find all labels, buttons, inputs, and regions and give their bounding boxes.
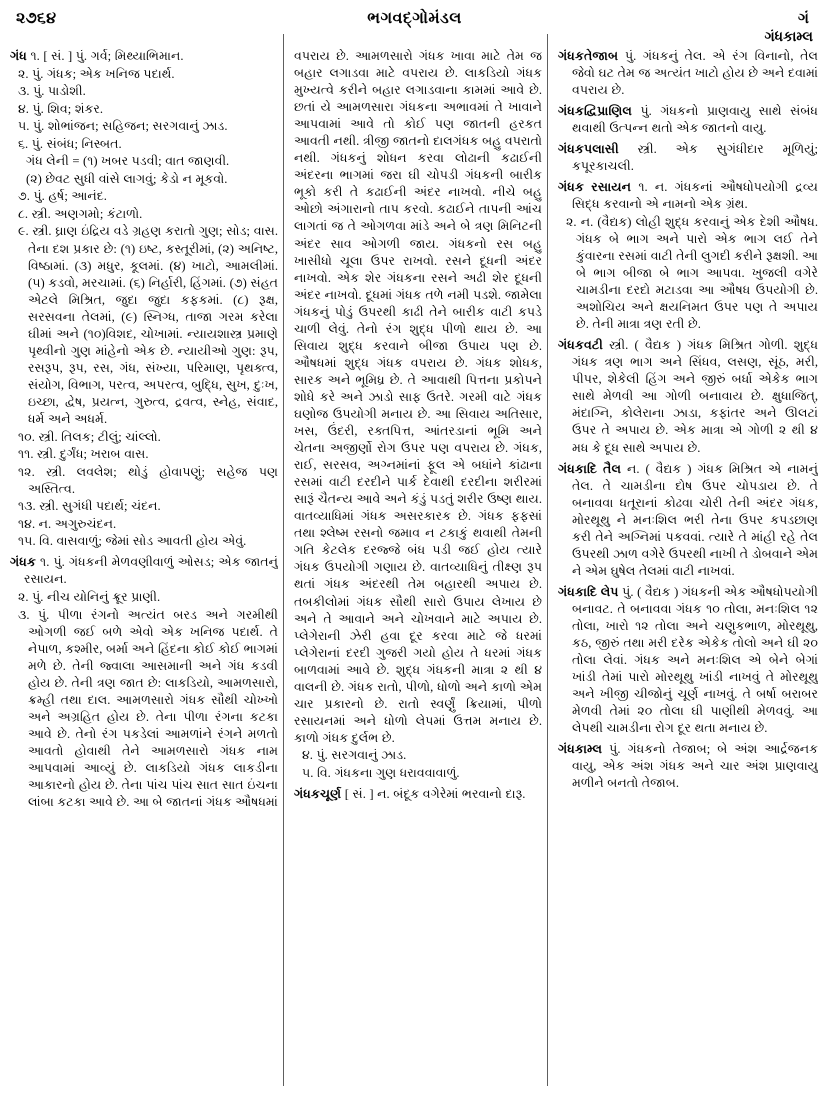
headword: ગંધક — [10, 555, 36, 570]
entry-text: ૧૪. ન. અગુરુચંદન. — [18, 516, 117, 531]
entry-definition: પું. ગંધકનું તેલ. એ રંગ વિનાનો, તેલ જેવો ઘટ તેમ જ અત્યંત ખાટો હોય છે અને દવામાં વપરાય છે. — [572, 49, 818, 98]
headword: ગંધકાદિ તૈલ — [558, 461, 622, 476]
entry-text: ૨. ન. (વૈદ્યક) લોહી શુદ્ધ કરવાનું એક દેશી ઔષધ. ગંધક બે ભાગ અને પારો એક ભાગ લઈ તેને કુંવારના રસમાં વાટી તેની લુગદી કરીને રૂક્ષશી. આ બે ભાગ બીજા બે ભાગ આપવા. ખુજલી વગેરે ચામડીના દરદો મટાડવા આ ઔષધ ઉપયોગી છે. અશોચિય અને ક્ષયનિમત ઉપર પણ તે અપાય છે. તેની માત્રા ત્રણ રતી છે. — [566, 214, 818, 332]
column-3 — [558, 48, 818, 1092]
headword: ગંધકચૂર્ણ — [294, 787, 342, 802]
headword: ગંધકામ્લ — [558, 742, 603, 757]
guide-word-bottom: ગંધકામ્લ — [764, 30, 813, 45]
entry-definition: ૧. [ સં. ] પું. ગર્વ; મિથ્યાભિમાન. — [26, 49, 184, 63]
dictionary-sense — [10, 589, 278, 606]
dictionary-entry-headword — [558, 179, 818, 213]
running-head — [14, 10, 815, 50]
column-2 — [294, 48, 542, 1092]
dictionary-entry-headword — [10, 48, 278, 65]
dictionary-sense — [10, 446, 278, 463]
entry-text: (૨) છેવટ સુધી વાંસે લાગવું; કેડો ન મૂકવો. — [26, 171, 228, 186]
entry-definition: પું. ( વૈદ્યક ) ગંધકની એક ઔષધોપયોગી બનાવટ. તે બનાવવા ગંધક ૧૦ તોલા, મનઃશિલ ૧૨ તોલા, ખારો ૧૨ તોલા અને ચણુકભાળ, મોરથૂથુ, કઠ, જીરું તથા મરી દરેક એકેક તોલો અને ઘી ૨૦ તોલા લેવાં. ગંધક અને મનઃશિલ એ બેને બેગાં ખાંડી તેમાં પારો મોરથૂથુ ખાંડી નાખવું તે મોરથૂથુ અને ખીજી ચીજોનું ચૂર્ણ નાખવું. તે બર્ષા બરાબર મેળવી તેમાં ૨૦ તોલા ઘી પાણીથી મેળવવું. આ લેપથી ચામડીના રોગ દૂર થતા મનાય છે. — [572, 584, 818, 736]
dictionary-sense — [10, 118, 278, 135]
dictionary-entry-headword — [558, 103, 818, 137]
dictionary-sense — [10, 206, 278, 223]
entry-text: ગંધ લેની = (૧) ખબર પડવી; વાત જાણવી. — [26, 154, 230, 169]
entry-text: ૧૧. સ્ત્રી. દુર્ગંધ; ખરાબ વાસ. — [18, 447, 149, 462]
dictionary-sense — [10, 516, 278, 533]
entry-text: ૭. પું. હર્ષ; આનંદ. — [18, 189, 107, 204]
entry-text: ૪. પું. શિવ; શંકર. — [18, 101, 104, 116]
entry-definition: પું. ગંધકનો તેજાબ; બે અંશ આર્દ્રજનક વાયુ, એક અંશ ગંધક અને ચાર અંશ પ્રાણવાયુ મળીને બનતો તેજાબ. — [572, 742, 818, 791]
dictionary-entry-headword — [10, 554, 278, 588]
dictionary-sense — [10, 223, 278, 428]
dictionary-sense — [10, 188, 278, 205]
guide-word-top: ગં — [798, 11, 809, 27]
entry-text: ૧૫. વિ. વાસવાળું; જેમાં સોડ આવતી હોય એવું. — [18, 534, 247, 549]
headword: ગંધકદ્વિપ્રાણિલ — [558, 104, 633, 119]
entry-text: ૮. સ્ત્રી. અણગમો; કંટાળો. — [18, 206, 143, 221]
entry-text: ૫. પું. શોભાંજન; સહિજન; સરગવાનું ઝાડ. — [18, 119, 228, 134]
dictionary-sense — [10, 533, 278, 550]
dictionary-entry-headword — [558, 461, 818, 580]
entry-text: ૩. પું. પાડોશી. — [18, 84, 86, 99]
dictionary-sense — [10, 101, 278, 118]
dictionary-sense — [10, 429, 278, 446]
dictionary-entry-headword — [558, 48, 818, 99]
dictionary-sense — [558, 214, 818, 333]
entry-definition: સ્ત્રી. એક સુગંધીદાર મૂળિયું; કપૂરકાચલી. — [572, 142, 818, 174]
entry-definition: ન. ( વૈદ્યક ) ગંધક મિશ્રિત એ નામનું તેલ. તે ચામડીના દોષ ઉપર ચોપડાય છે. તે બનાવવા ધતૂરાનાં કોઢવા ચોરી તેની અંદર ગંધક, મોરથૂથુ ને મનઃશિલ ભરી તેના ઉપર કપડછાણ કરી તેને અગ્નિમાં પકવવાં. ત્યારે તે માંહી રહે તેલ ઉપરથી ઝાળ વગેરે ઉપરથી નાખી તે ડોબવાને એમ ને એમ ઘુષેલ તેલમાં વાટી નાખવાં. — [572, 461, 818, 578]
dictionary-entry-headword — [558, 337, 818, 456]
dictionary-entry-headword — [558, 741, 818, 792]
entry-text: ૧૨. સ્ત્રી. લવલેશ; થોડું હોવાપણું; સહેજ પણ અસ્તિત્વ. — [18, 464, 278, 496]
entry-text: ૪. પું. સરગવાનું ઝાડ. — [302, 748, 407, 763]
headword: ગંધકતેજાબ — [558, 49, 619, 63]
book-title: ભગવદ્ગોમંડલ — [367, 10, 462, 27]
headword: ગંધક રસાયન — [558, 180, 632, 195]
column-area — [10, 48, 818, 1092]
column-divider-2 — [547, 34, 548, 1086]
entry-text: ૩. પું. પીળા રંગનો અત્યંત બરડ અને ગરમીથી ઓગળી જઈ બળે એવો એક ખનિજ પદાર્થ. તે નેપાળ, કશ્મીર, બર્મા અને હિંદના કોઈ કોઈ ભાગમાં મળે છે. તેની જ્વાલા આસમાની અને ગંધ કડવી હોય છે. તેની ત્રણ જાત છે: લાકડિયો, આમળસારો, ક્રમ્હી તથા દાલ. આમળસારો ગંધક સૌથી ચોખ્ખો અને અગ્રહિત હોય છે. તેના પીળા રંગના કટકા આવે છે. તેનો રંગ પકડેલાં આમળાંને રંગને મળતો આવતો હોવાથી તેને આમળસારો ગંધક નામ આપવામાં આવ્યું છે. લાકડિયો ગંધક લાકડીના આકારનો હોય છે. તેના પાંચ પાંચ સાત સાત ઇંચના લાંબા કટકા આવે છે. આ બે જાતનાં ગંધક ઔષધમાં — [18, 607, 278, 810]
entry-definition: ૧. ન. ગંધકનાં ઔષધોપયોગી દ્રવ્ય સિદ્ધ કરવાનો એ નામનો એક ગ્રંથ. — [572, 180, 818, 212]
dictionary-sense — [10, 498, 278, 515]
dictionary-sense — [10, 464, 278, 498]
headword: ગંધકવટી — [558, 338, 603, 353]
entry-definition: ૧. પું. ગંધકની મેળવણીવાળું ઓસડ; એક જાતનું રસાયન. — [24, 555, 278, 587]
entry-text: ૨. પું. નીચ યોનિનું ક્રૂર પ્રાણી. — [18, 589, 161, 604]
entry-text: વપરાય છે. આમળસારો ગંધક ખાવા માટે તેમ જ બહાર લગાડવા માટે વપરાય છે. લાકડિયો ગંધક મુખ્યત્વે કરીને બહાર લગાડવાના કામમાં આવે છે. છતાં યે આમળસારા ગંધકના અભાવમાં તે ખાવાને આપવામાં આવે તો કોઈ પણ જાતની હરકત આવતી નથી. ત્રીજી જાતનો દાલગંધક બહુ વપરાતો નથી. ગંધકનું શોધન કરવા લોઢાની કઢાઈની અંદરના ભાગમાં જરા ઘી ચોપડી ગંધકની બારીક ભૂકો કરી તે કઢાઈની અંદર નાખવો. નીચે બહુ ઓછો અંગારાનો તાપ કરવો. કઢાઈને તાપની આંચ લાગતાં જ તે ઓગળવા માંડે અને બે ત્રણ મિનિટની અંદર સાવ ઓગળી જાય. ગંધકનો રસ બહુ ખાસીધો ચૂલા ઉપર રાખવો. રસને દૂધની અંદર નાખવો. એક શેર ગંધકના રસને અઢી શેર દૂધની અંદર નાખવો. દૂધમાં ગંધક તળે નમી પડશે. જામેલા ગંધકનું પોડું ઉપરથી કાઢી તેને બારીક વાટી કપડે ચાળી લેવું. તેનો રંગ શુદ્ધ પીળો થાય છે. આ સિવાય શુદ્ધ કરવાને બીજા ઉપાય પણ છે. ઔષધમાં શુદ્ધ ગંધક વપરાય છે. ગંધક શોધક, સારક અને ભૂમિધ્ર છે. તે આવાથી પિત્તના પ્રકોપને શોધે કરે અને ઝાડો સાફ ઉતરે. ગરમી વાટે ગંધક ઘણોજ ઉપયોગી મનાય છે. આ સિવાય અતિસાર, ખસ, ઉંદરી, રક્તપિત્ત, આંતરડાનાં ભૂમિ અને ચેતના અજીર્ણો રોગ ઉપર પણ વપરાય છે. ગંધક, રાઈ, સરસવ, અગ્નમાંનાં ફૂલ એ બધાંને કાંઢાના રસમાં વાટી દરદીને પાર્ક દેવાથી દરદીના શરીરમાં સારૂં ચૈતન્ય આવે અને કંડું પડતું શરીર ઉષ્ણ થાય. વાતવ્યાધિમાં ગંધક અસરકારક છે. ગંધક ફફસાં તથા શ્લેષ્મ રસનો જમાવ ન ટકાકું થવાથી તેમની ગતિ કેટલેક દરજ્જે બંધ પડી જઈ હોય ત્યારે ગંધક ઉપયોગી ગણાય છે. વાતવ્યાધિનું તીક્ષ્ણ રૂપ થતાં ગંધક અંદરથી તેમ બહારથી અપાય છે. તબકીલોમાં ગંધક સૌથી સારો ઉપાય લેખાય છે અને તે આવાને અને ચોખવાને માટે અપાય છે. પ્લેગેરાની ઝેરી હવા દૂર કરવા માટે જે ધરમાં પ્લેગેરાનાં દરદી ગુજરી ગયો હોય તે ધરમાં ગંધક બાળવામાં આવે છે. શુદ્ધ ગંધકની માત્રા ૨ થી ૪ વાલની છે. ગંધક રાતો, પીળો, ધોળો અને કાળો એમ ચાર પ્રકારનો છે. રાતો સ્વર્ણું ક્રિયામાં, પીળો રસાયનમાં અને ધોળો લેપમાં ઉત્તમ મનાય છે. કાળો ગંધક દુર્લભ છે. — [294, 49, 542, 745]
dictionary-subsense — [10, 171, 278, 188]
column-1 — [10, 48, 278, 1092]
dictionary-entry-headword — [558, 584, 818, 737]
dictionary-entry-headword — [558, 141, 818, 175]
dictionary-sense — [10, 607, 278, 812]
entry-text: ૧૦. સ્ત્રી. તિલક; ટીલું; ચાંલ્લો. — [18, 429, 161, 444]
headword: ગંધકાદિ લેપ — [558, 584, 619, 599]
dictionary-subsense — [10, 153, 278, 170]
dictionary-sense — [10, 83, 278, 100]
dictionary-sense — [294, 747, 542, 764]
dictionary-sense — [10, 66, 278, 83]
headword: ગંધ — [10, 49, 27, 63]
dictionary-sense — [10, 136, 278, 153]
entry-text: ૫. વિ. ગંધકના ગુણ ધરાવવાવાળું. — [302, 765, 460, 780]
entry-text: ૬. પું. સંબંધ; નિસ્બત. — [18, 136, 122, 151]
column-divider-1 — [283, 34, 284, 1086]
entry-text: ૯. સ્ત્રી. ઘ્રાણ ઇંદ્રિય વડે ગ્રહણ કરાતો ગુણ; સોડ; વાસ. તેના દશ પ્રકાર છે: (૧) ઇષ્ટ, કસ્તૂરીમાં, (૨) અનિષ્ટ, વિષ્ઠામાં. (૩) મધુર, કૂલમાં. (૪) ખાટો, આમલીમાં. (૫) કડવો, મરચામાં. (૬) નિર્હારી, હિંગમાં. (૭) સંહત એટલે મિશ્રિત, જુદા જુદા કફકમાં. (૮) રૂક્ષ, સરસવના તેલમાં, (૯) સ્નિગ્ધ, તાજા ગરમ કરેલા ઘીમાં અને (૧૦)વિશદ, ચોખામાં. ન્યાયશાસ્ત્ર પ્રમાણે પૃથ્વીનો ગુણ માંહેનો એક છે. ન્યાયીઓ ગુણ: રૂપ, રસરૂપ, રૂપ, રસ, ગંધ, સંખ્યા, પરિમાણ, પૃથક્ત્વ, સંયોગ, વિભાગ, પરત્વ, અપરત્વ, બુદ્ધિ, સુખ, દુઃખ, ઇચ્છા, દ્વેષ, પ્રયત્ન, ગુરુત્વ, દ્રવત્વ, સ્નેહ, સંવાદ, ધર્મ અને અધર્મ. — [18, 224, 278, 426]
dictionary-paragraph — [294, 48, 542, 747]
entry-definition: [ સં. ] ન. બંદૂક વગેરેમાં ભરવાનો દારૂ. — [341, 787, 526, 802]
entry-definition: સ્ત્રી. ( વૈદ્યક ) ગંધક મિશ્રિત ગોળી. શુદ્ધ ગંધક ત્રણ ભાગ અને સિંધવ, લસણ, સૂંઠ, મરી, પીપર, શેકેલી હિંગ અને જીરું બર્ધા એકેક ભાગ સાથે મેળવી આ ગોળી બનાવાય છે. ક્ષુધાજિત્, મંદાગ્નિ, કોલેરાના ઝાડા, કફાંતર અને ઊલટાં ઉપર તે અપાય છે. એક માત્રા એ ગોળી ૨ થી ૪ મધ કે દૂધ સાથે અપાય છે. — [572, 338, 818, 455]
dictionary-entry-headword — [294, 786, 542, 803]
entry-text: ૨. પું. ગંધક; એક ખનિજ પદાર્થ. — [18, 66, 175, 81]
page-number: ૨૭૬૪ — [16, 10, 57, 27]
entry-text: ૧૩. સ્ત્રી. સુગંધી પદાર્થ; ચંદન. — [18, 499, 161, 514]
dictionary-sense — [294, 765, 542, 782]
headword: ગંધકપલાસી — [558, 142, 619, 157]
entry-definition: પું. ગંધકનો પ્રાણવાયુ સાથે સંબંધ થવાથી ઉત્પન્ન થતો એક જાતનો વાયુ. — [572, 104, 818, 136]
